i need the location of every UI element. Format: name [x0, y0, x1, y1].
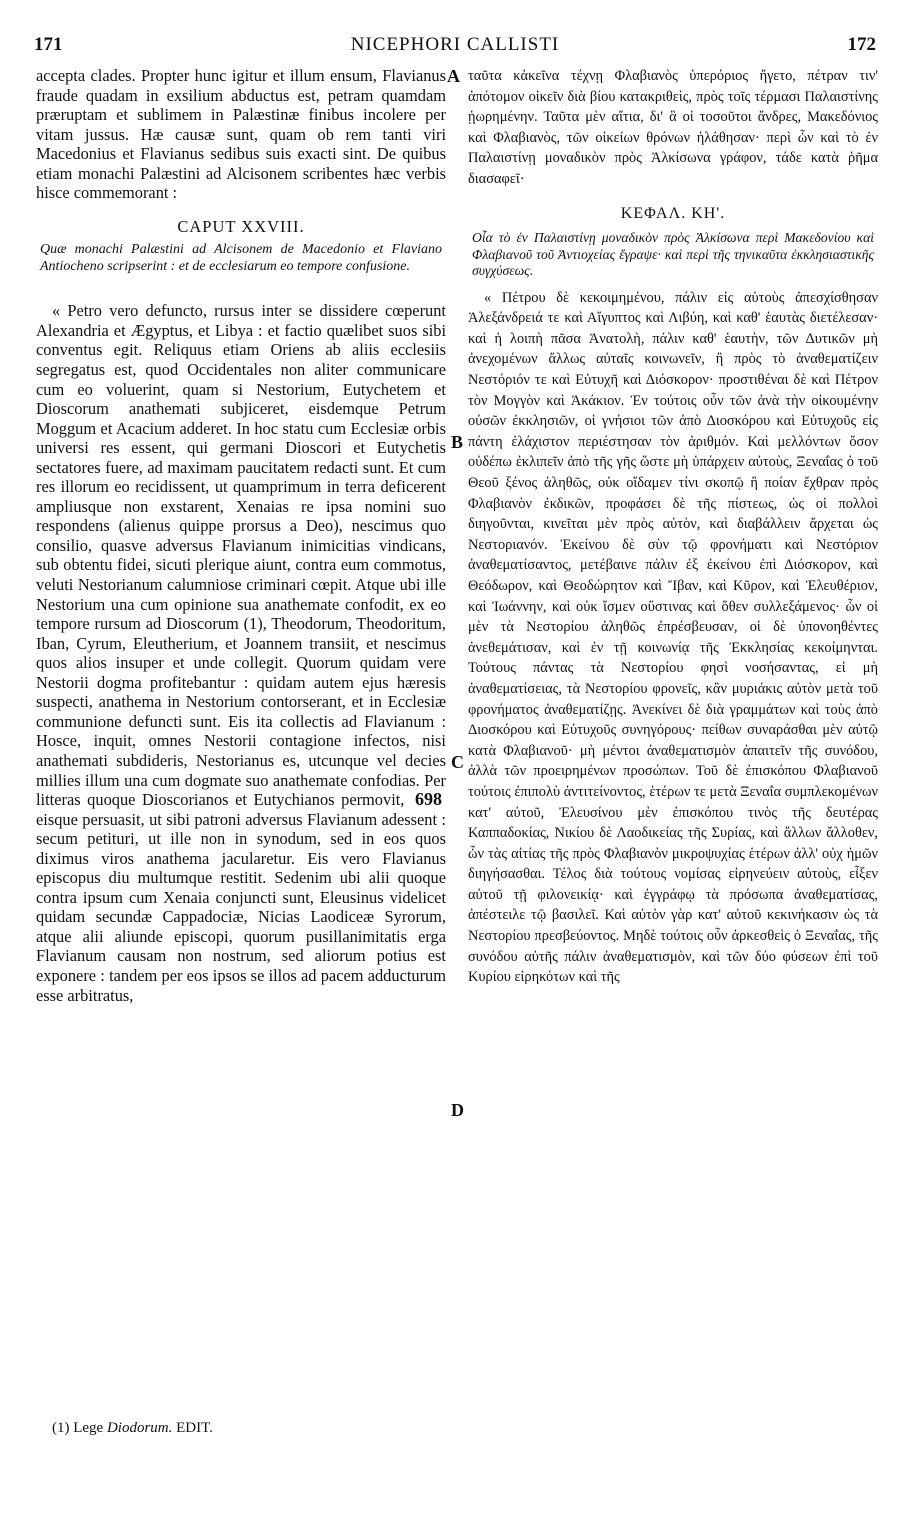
footnote-suffix: EDIT.: [176, 1420, 213, 1436]
latin-body-part-2: eisque persuasit, ut sibi patroni adversus Flavianum adessent : secum petituri, ut ille non in synodum, sed in eos quos diximus viros anathema jacularetur. Eis vero Flavianus episcopus diu multumque restitit. Sedenim ubi alii quoque contra ipsum cum Xenaia conjuncti sunt, Eleusinus videlicet quidam secundæ Cappadociæ, Nicias Laodiceæ Syrorum, atque alii aliunde episcopi, quorum pusillanimitatis erga Flavianum causam non nostrum, sed aliorum potius est exponere : tandem per eos ipsos se illos ad pacem adducturum esse arbitratus,: [36, 809, 446, 1005]
latin-chapter-title: CAPUT XXVIII.: [177, 216, 305, 236]
latin-chapter-summary: Quæ monachi Palæstini ad Alcisonem de Macedonio et Flaviano Antiocheno scripserint : et de ecclesiarum eo tempore confusione.: [40, 242, 442, 274]
page-header: [34, 34, 876, 56]
greek-body-paragraph: « Πέτρου δὲ κεκοιμημένου, πάλιν εἰς αὑτοὺς ἀπεσχίσθησαν Ἀλεξάνδρειά τε καὶ Αἴγυπτος καὶ Λιβύη, καὶ καθ' ἑαυτὰς διετέλεσαν· καὶ ἡ λοιπὴ πᾶσα Ἀνατολὴ, πάλιν καθ' ἑαυτὴν, τῶν Δυτικῶν μὴ ἀνεχομένων ἄλλως αὐταῖς κοινωνεῖν, ἢ πρὸς τὸ ἀναθεματίζειν Νεστόριόν τε καὶ Εὐτυχῆ καὶ Διόσκορον· προστιθέναι δὲ καὶ Πέτρον τὸν Μογγὸν καὶ Ἀκάκιον. Ἐν τούτοις οὖν τῶν ἀνὰ τὴν οἰκουμένην οὐσῶν ἐκκλησιῶν, οἱ γνήσιοι τῶν ἀπὸ Διοσκόρου καὶ Εὐτυχοῦς εἰς πάντη ἐλάχιστον περιέστησαν τὸν ἀριθμόν. Καὶ μελλόντων ὅσον οὐδέπω ἐκλιπεῖν ἀπὸ τῆς γῆς ὥστε μὴ ὑπάρχειν αὐτοὺς, Ξεναΐας ὁ τοῦ Θεοῦ ξένος ἀληθῶς, οὐκ οἴδαμεν τίνι σκοπῷ ἢ ποίαν ἔχθραν πρὸς Φλαβιανὸν ἐκδικῶν, προφάσει δὲ τῆς πίστεως, ὡς οἱ πολλοὶ διηγοῦνται, κινεῖται μὲν πρὸς αὐτὸν, καὶ διαβάλλειν ἄρχεται ὡς Νεστοριανόν. Ἐκείνου δὲ σὺν τῷ φρονήματι καὶ Νεστόριον ἀναθεματίσαντος, μετέβαινε πάλιν ἐξ ἐκείνου ἐπὶ Διόσκορον, καὶ Θεόδωρον, καὶ Θεοδώρητον καὶ Ἴβαν, καὶ Κῦρον, καὶ Ἐλευθέριον, καὶ Ἰωάννην, καὶ οὐκ ἴσμεν οὕστινας καὶ ὅθεν συλλεξάμενος· ὧν οἱ μὲν τὰ Νεστορίου ἀληθῶς ἐπρέσβευσαν, οἱ δὲ ὑπονοηθέντες ἀνεθεμάτισαν, καὶ ἐν τῇ κοινωνίᾳ τῆς Ἐκκλησίας κεκοίμηνται. Τούτους πάντας τὰ Νεστορίου φησὶ νοσήσαντας, εἰ μὴ ἀναθεματίσειας, τὰ Νεστορίου φρονεῖς, κἂν μυριάκις αὐτὸν μετὰ τοῦ φρονήματος ἀναθεματίζῃς. Ἀνεκίνει δὲ διὰ γραμμάτων καὶ τοὺς ἀπὸ Διοσκόρου καὶ Εὐτυχοῦς συνηγόρους· πείθων συναράσθαι μὲν αὐτῷ κατὰ Φλαβιανοῦ· μὴ μέντοι ἀναθεματισμὸν ἀπαιτεῖν τῆς συνόδου, ἀλλὰ τῶν προειρημένων προσώπων. Τοῦ δὲ ἐπισκόπου Φλαβιανοῦ τούτοις ἐπιπολὺ ἀντιτείνοντος, ἑτέρων τε μετὰ Ξεναΐα συμπλεκομένων κατ' αὐτοῦ, Ἐλευσίνου μὲν ἐπισκόπου τινὸς τῆς δευτέρας Καππαδοκίας, Νικίου δὲ Λαοδικείας τῆς Συρίας, καὶ ἄλλων ἄλλοθεν, ὧν τὰς αἰτίας τῆς πρὸς Φλαβιανὸν μικροψυχίας ἑτέρων ἀλλ' οὐχ ἡμῶν διηγήσασθαι. Τέλος διὰ τούτους νομίσας εἰρηνεύειν αὐτοὺς, εἶξεν αὐτοῦ τῇ φιλονεικίᾳ· καὶ ἐγγράφῳ τὰ πρόσωπα ἀναθεματίσας, ἀπέστειλε τῷ βασιλεῖ. Καὶ αὐτὸν γὰρ κατ' αὐτοῦ κεκινήκασιν ὡς τὰ Νεστορίου πρεσβεύοντος. Μηδὲ τούτοις οὖν ἀρκεσθεὶς ὁ Ξεναΐας, τῆς συνόδου αὐτῆς πάλιν ἀναθεματισμὸν, καὶ τῶν δύο φύσεων ἐπὶ τοῦ Κυρίου εἰρηκότων καὶ τῆς: [468, 289, 878, 986]
margin-letter-a: A: [447, 66, 460, 86]
greek-intro-paragraph: ταῦτα κἀκεῖνα τέχνῃ Φλαβιανὸς ὑπερόριος ἤγετο, πέτραν τιν' ἀπότομον οἰκεῖν διὰ βίου κατακριθεὶς, πρὸς τοῖς τέρμασι Παλαιστίνης ᾑωρημένην. Ταῦτα μὲν αἴτια, δι' ἃ οἱ τοσοῦτοι ἄνδρες, Μακεδόνιος καὶ Φλαβιανὸς, τῶν οἰκείων θρόνων ἠλάθησαν· περὶ ὧν καὶ τὸ ἐν Παλαιστίνῃ μοναδικὸν πρὸς Ἀλκίσωνα γράφον, τάδε κατὰ ῥῆμα διασαφεῖ·: [468, 68, 878, 187]
running-title: NICEPHORI CALLISTI: [350, 34, 560, 55]
page-number-right: 172: [847, 34, 876, 55]
latin-body-part-1: « Petro vero defuncto, rursus inter se dissidere cœperunt Alexandria et Ægyptus, et Libya : et factio quælibet suos sibi conventus egit. Reliquus etiam Oriens ab aliis ecclesiis segregatus est, quod Occidentales non aliter communicare cum eo voluerint, quam si Nestorium, Eutychetem et Dioscorum anathemati subjiceret, eisdemque Petrum Moggum et Acacium adderet. In hoc statu cum Ecclesiæ orbis universi res essent, qui germani Dioscori et Eutychetis sectatores fuere, ad maximam paucitatem redacti sunt. Et cum res illorum eo recidissent, ut quamprimum in terra deficerent ampliusque non exstarent, Xenaias re ipsa nomini suo respondens (alienus quippe prorsus a Deo), nescimus quo consilio, quasve adversus Flavianum inimicitias vindicans, sub obtentu fidei, sicuti plerique aiunt, contra eum commotus, veluti Nestorianum calumniose criminari cœpit. Atque ubi ille Nestorium una cum opinione sua anathemate confodit, ex eo tempore rursum ad Dioscorum (1), Theodorum, Theodoritum, Iban, Cyrum, Eleutherium, et Joannem transiit, et nescimus quos alios insuper et unde collegit. Quorum quidam vere Nestorii dogma profitebantur : quidam autem ejus hæresis suspecti, anathema in Nestorium contorserant, et in Ecclesiæ communione defuncti sunt. Eis ita collectis ad Flavianum : Hosce, inquit, omnes Nestorii contagione infectos, nisi anathemati subdideris, Nestorianus es, utcunque vel decies millies illum una cum dogmate suo anathemate confodias. Per litteras quoque Dioscorianos et Eutychianos permovit,: [36, 301, 446, 810]
greek-chapter-title: ΚΕΦΑΛ. ΚΗ'.: [620, 204, 726, 222]
footnote: [52, 1420, 213, 1437]
page-marker: 698: [415, 789, 442, 810]
footnote-prefix: (1) Lege: [52, 1420, 104, 1436]
greek-column: [468, 66, 878, 988]
margin-letter-c: C: [451, 752, 464, 772]
margin-letter-d: D: [451, 1100, 464, 1120]
latin-column: [36, 66, 446, 1005]
greek-chapter-summary: Οἷα τὸ ἐν Παλαιστίνῃ μοναδικὸν πρὸς Ἀλκίσωνα περὶ Μακεδονίου καὶ Φλαβιανοῦ τοῦ Ἀντιοχείας ἔγραψε· καὶ περὶ τῆς τηνικαῦτα ἐκκλησιαστικῆς συγχύσεως.: [472, 230, 874, 279]
latin-intro-paragraph: accepta clades. Propter hunc igitur et illum ensum, Flavianus fraude quadam in exsilium abductus est, petram quamdam præruptam et sublimem in Palæstinæ finibus incolere per vitam jussus. Hæ causæ sunt, quam ob rem tanti viri Macedonius et Flavianus sedibus suis exacti sint. De quibus etiam monachi Palæstini ad Alcisonem scribentes hæc verbis hisce commemorant :: [36, 66, 446, 203]
footnote-italic: Diodorum.: [106, 1420, 173, 1436]
latin-body-paragraph: [36, 301, 446, 1005]
page-number-left: 171: [34, 34, 63, 55]
margin-letter-b: B: [451, 432, 464, 452]
